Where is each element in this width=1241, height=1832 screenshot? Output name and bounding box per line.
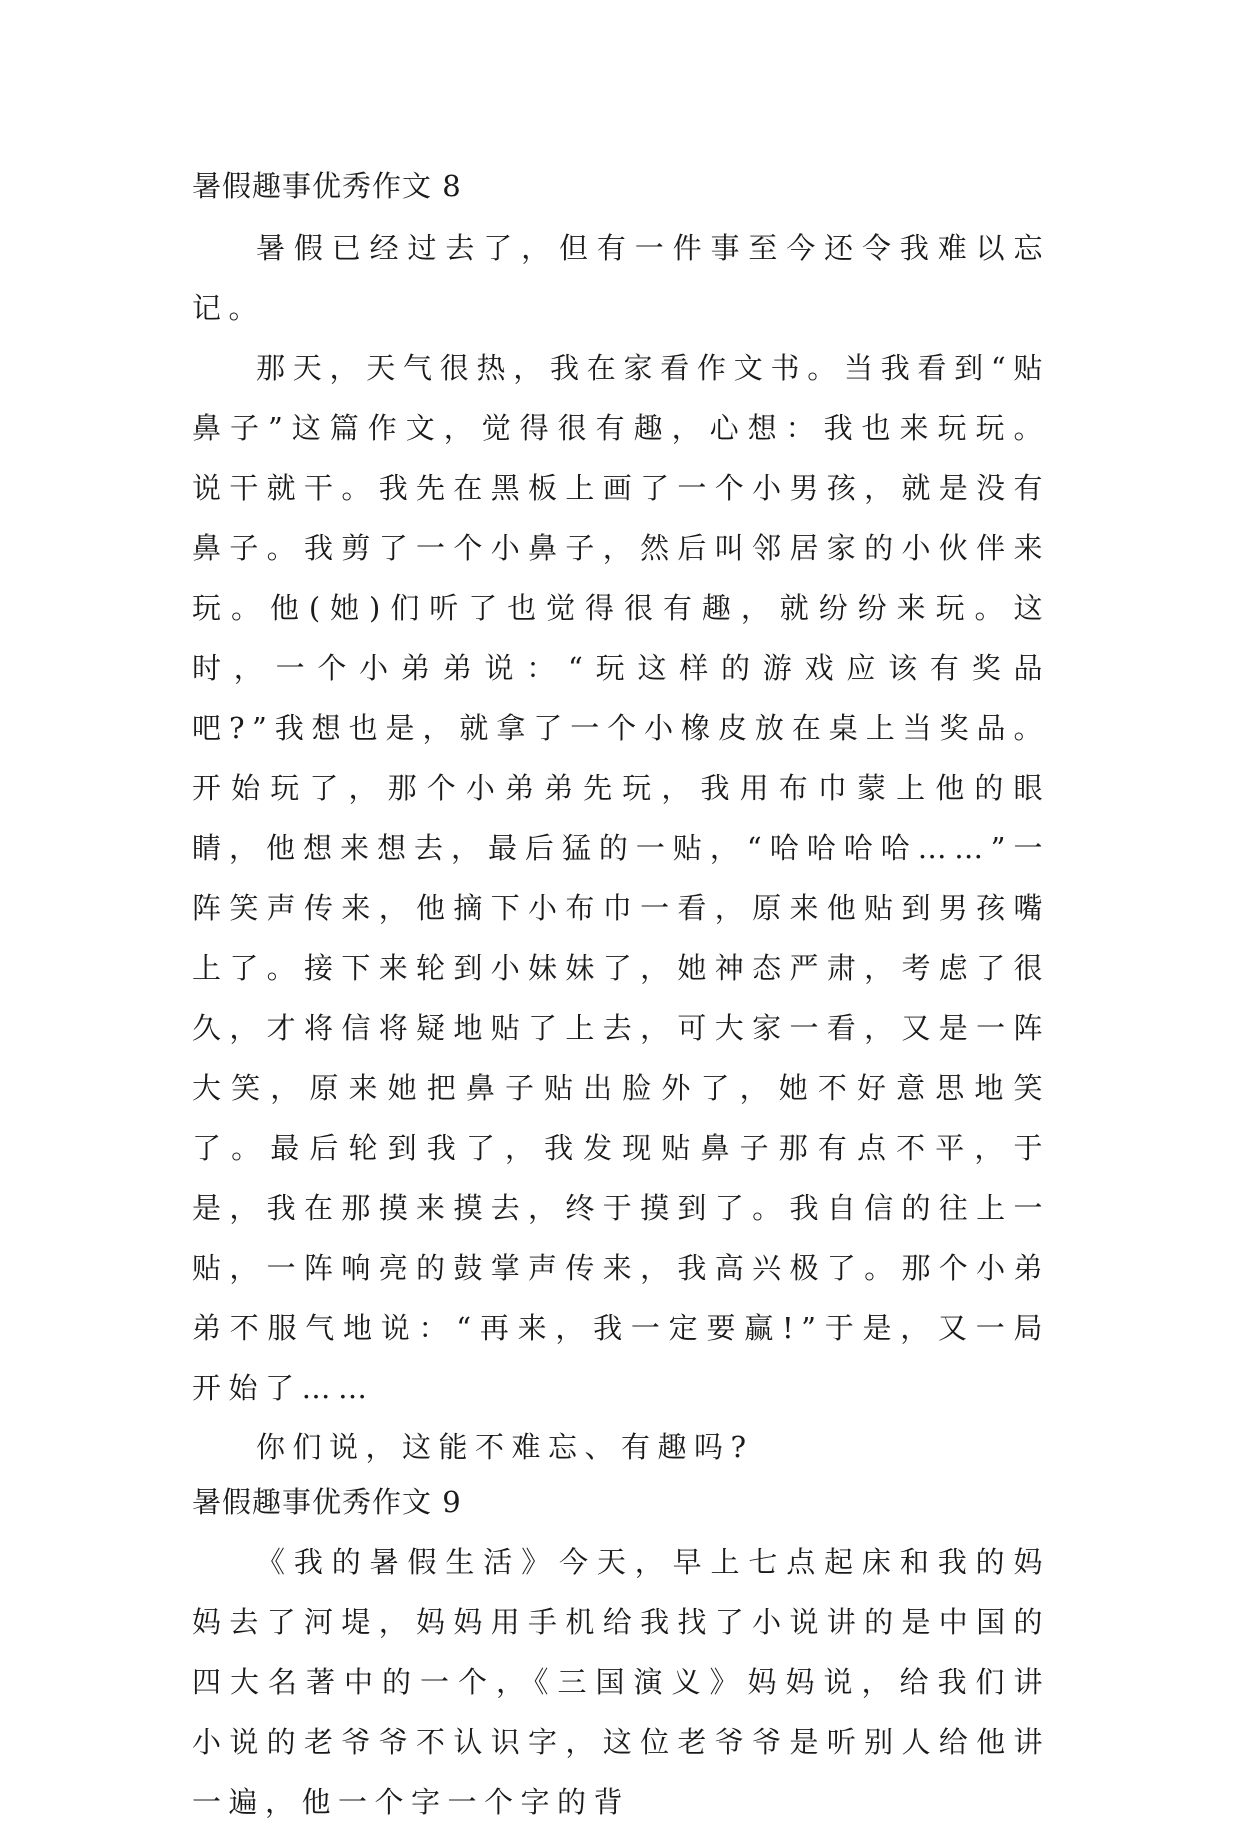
essay-8-title: 暑假趣事优秀作文 8 [192,169,462,203]
essay-8-paragraph-3: 你们说，这能不难忘、有趣吗? [256,1430,754,1464]
essay-9-title: 暑假趣事优秀作文 9 [192,1485,462,1519]
essay-8-paragraph-2: 那天，天气很热，我在家看作文书。当我看到“贴鼻子”这篇作文，觉得很有趣，心想：我也来玩玩。说干就干。我先在黑板上画了一个小男孩，就是没有鼻子。我剪了一个小鼻子，然后叫邻居家的小伙伴来玩。他(她)们听了也觉得很有趣，就纷纷来玩。这时，一个小弟弟说：“玩这样的游戏应该有奖品吧?”我想也是，就拿了一个小橡皮放在桌上当奖品。开始玩了，那个小弟弟先玩，我用布巾蒙上他的眼睛，他想来想去，最后猛的一贴，“哈哈哈哈……”一阵笑声传来，他摘下小布巾一看，原来他贴到男孩嘴上了。接下来轮到小妹妹了，她神态严肃，考虑了很久，才将信将疑地贴了上去，可大家一看，又是一阵大笑，原来她把鼻子贴出脸外了，她不好意思地笑了。最后轮到我了，我发现贴鼻子那有点不平，于是，我在那摸来摸去，终于摸到了。我自信的往上一贴，一阵响亮的鼓掌声传来，我高兴极了。那个小弟弟不服气地说：“再来，我一定要赢!”于是，又一局开始了…… [192,351,1050,1405]
essay-9-paragraph-1: 《我的暑假生活》今天，早上七点起床和我的妈妈去了河堤，妈妈用手机给我找了小说讲的是中国的四大名著中的一个，《三国演义》妈妈说，给我们讲小说的老爷爷不认识字，这位老爷爷是听别人给他讲一遍，他一个字一个字的背 [192,1545,1050,1819]
document-page [192,160,1050,1832]
essay-8-paragraph-1: 暑假已经过去了，但有一件事至今还令我难以忘记。 [192,231,1050,325]
